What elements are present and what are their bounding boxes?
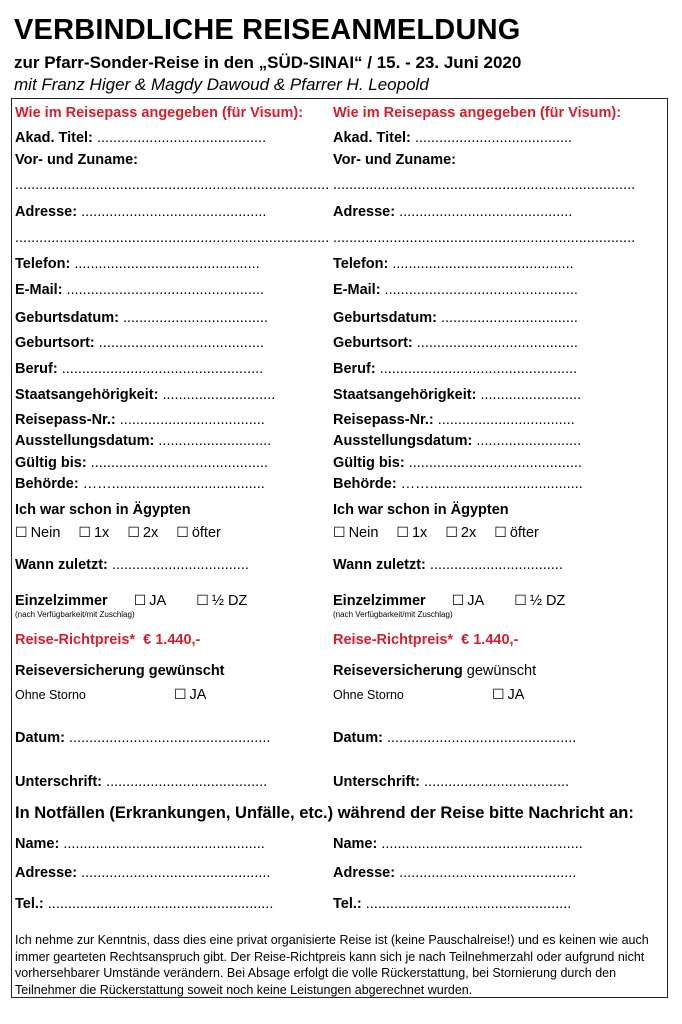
page-title: VERBINDLICHE REISEANMELDUNG xyxy=(14,14,521,46)
einzelzimmer-row xyxy=(15,592,261,609)
preis-label: Reise-Richtpreis* xyxy=(333,632,454,648)
datum-label: Datum: xyxy=(15,730,65,746)
versicherung-row xyxy=(333,686,538,703)
checkbox-icon[interactable]: ☐ xyxy=(133,592,147,608)
geburtsdatum-label: Geburtsdatum: xyxy=(333,310,437,326)
unterschrift-field[interactable]: Unterschrift: ........................................ xyxy=(15,774,268,790)
preis-row xyxy=(15,632,200,648)
passport-note: Wie im Reisepass angegeben (für Visum): xyxy=(15,105,304,121)
ohne-storno-label: Ohne Storno xyxy=(15,688,86,702)
email-label: E-Mail: xyxy=(333,282,381,298)
geburtsort-label: Geburtsort: xyxy=(333,335,413,351)
aegypten-options xyxy=(15,524,235,541)
checkbox-icon[interactable]: ☐ xyxy=(514,592,527,608)
trip-subtitle: zur Pfarr-Sonder-Reise in den „SÜD-SINAI“ / 15. - 23. Juni 2020 xyxy=(14,53,522,72)
emergency-name-label: Name: xyxy=(333,836,378,852)
option-2x[interactable]: ☐ 2x xyxy=(445,524,477,541)
emergency-tel-label: Tel.: xyxy=(333,896,362,912)
akad-titel-field[interactable]: Akad. Titel: .......................................... xyxy=(15,130,267,146)
staatsangehoerigkeit-field[interactable]: Staatsangehörigkeit: ......................... xyxy=(333,387,582,403)
staatsangehoerigkeit-label: Staatsangehörigkeit: xyxy=(333,387,477,403)
option-oefter[interactable]: ☐ öfter xyxy=(176,524,221,541)
adresse-field[interactable]: Adresse: .............................................. xyxy=(15,204,267,220)
reisepass-nr-field[interactable]: Reisepass-Nr.: .................................. xyxy=(333,412,575,428)
terms-text: Ich nehme zur Kenntnis, dass dies eine privat organisierte Reise ist (keine Pauschalreise!) und es keinen wie auch immer gearteten Rechtsanspruch gibt. Der Reise-Richtpreis kann sich je nach Teilnehmerzahl oder aufgrund nicht vorhersehbarer Umstände verändern. Bei Absage erfolgt die volle Rückerstattung, bei Stornierung durch den Teilnehmer die Rückerstattung soweit noch keine Leistungen abgerechnet wurden. xyxy=(15,933,649,997)
einzelzimmer-halb-dz[interactable]: ☐ ½ DZ xyxy=(514,592,566,609)
preis-row xyxy=(333,632,518,648)
telefon-label: Telefon: xyxy=(333,256,389,272)
einzelzimmer-halb-dz[interactable]: ☐ ½ DZ xyxy=(196,592,248,609)
gueltig-bis-label: Gültig bis: xyxy=(333,455,405,471)
emergency-tel-field[interactable]: Tel.: ........................................................ xyxy=(15,896,274,912)
checkbox-icon[interactable]: ☐ xyxy=(333,524,346,540)
geburtsort-label: Geburtsort: xyxy=(15,335,95,351)
option-1x[interactable]: ☐ 1x xyxy=(78,524,110,541)
registration-form xyxy=(11,98,668,998)
emergency-adresse-label: Adresse: xyxy=(333,865,396,881)
akad-titel-field[interactable]: Akad. Titel: ....................................... xyxy=(333,130,573,146)
emergency-heading: In Notfällen (Erkrankungen, Unfälle, etc.) während der Reise bitte Nachricht an: xyxy=(15,804,634,822)
telefon-field[interactable]: Telefon: ............................................. xyxy=(333,256,574,272)
beruf-field[interactable]: Beruf: .................................................. xyxy=(15,361,264,377)
beruf-label: Beruf: xyxy=(15,361,58,377)
geburtsdatum-field[interactable]: Geburtsdatum: .................................. xyxy=(333,310,578,326)
datum-field[interactable]: Datum: .................................................. xyxy=(15,730,271,746)
beruf-label: Beruf: xyxy=(333,361,376,377)
wann-zuletzt-label: Wann zuletzt: xyxy=(333,557,426,573)
name-label: Vor- und Zuname: xyxy=(15,152,138,168)
adresse-label: Adresse: xyxy=(333,204,396,220)
checkbox-icon[interactable]: ☐ xyxy=(451,592,465,608)
emergency-name-label: Name: xyxy=(15,836,60,852)
unterschrift-label: Unterschrift: xyxy=(333,774,421,790)
gueltig-bis-label: Gültig bis: xyxy=(15,455,87,471)
geburtsdatum-field[interactable]: Geburtsdatum: .................................... xyxy=(15,310,268,326)
einzelzimmer-note: (nach Verfügbarkeit/mit Zuschlag) xyxy=(15,610,135,619)
adresse-field[interactable]: Adresse: ........................................... xyxy=(333,204,573,220)
telefon-label: Telefon: xyxy=(15,256,71,272)
einzelzimmer-label: Einzelzimmer xyxy=(15,593,108,609)
einzelzimmer-row xyxy=(333,592,579,609)
akad-titel-label: Akad. Titel: xyxy=(333,130,411,146)
option-nein[interactable]: ☐ Nein xyxy=(15,524,61,541)
versicherung-ja[interactable]: ☐ JA xyxy=(173,686,207,703)
checkbox-icon[interactable]: ☐ xyxy=(491,686,505,702)
geburtsort-field[interactable]: Geburtsort: ........................................ xyxy=(333,335,578,351)
aegypten-options xyxy=(333,524,553,541)
akad-titel-label: Akad. Titel: xyxy=(15,130,93,146)
behoerde-label: Behörde: xyxy=(15,476,79,492)
adresse-label: Adresse: xyxy=(15,204,78,220)
emergency-tel-label: Tel.: xyxy=(15,896,44,912)
email-label: E-Mail: xyxy=(15,282,63,298)
behoerde-label: Behörde: xyxy=(333,476,397,492)
wann-zuletzt-field[interactable]: Wann zuletzt: .................................. xyxy=(15,557,249,573)
checkbox-icon[interactable]: ☐ xyxy=(445,524,458,540)
ausstellungsdatum-label: Ausstellungsdatum: xyxy=(15,433,155,449)
gueltig-bis-field[interactable]: Gültig bis: ........................................... xyxy=(333,455,582,471)
trip-leaders: mit Franz Higer & Magdy Dawoud & Pfarrer H. Leopold xyxy=(14,75,429,94)
unterschrift-label: Unterschrift: xyxy=(15,774,103,790)
checkbox-icon[interactable]: ☐ xyxy=(176,524,189,540)
aegypten-question: Ich war schon in Ägypten xyxy=(15,502,191,518)
geburtsdatum-label: Geburtsdatum: xyxy=(15,310,119,326)
datum-label: Datum: xyxy=(333,730,383,746)
ausstellungsdatum-field[interactable]: Ausstellungsdatum: .......................... xyxy=(333,433,582,449)
einzelzimmer-label: Einzelzimmer xyxy=(333,593,426,609)
option-nein[interactable]: ☐ Nein xyxy=(333,524,379,541)
behoerde-field[interactable]: Behörde: ……...................................... xyxy=(15,476,265,492)
ohne-storno-label: Ohne Storno xyxy=(333,688,404,702)
versicherung-label: Reiseversicherung gewünscht xyxy=(333,663,537,679)
preis-value: € 1.440,- xyxy=(461,632,519,648)
participant-1-column xyxy=(15,99,335,997)
checkbox-icon[interactable]: ☐ xyxy=(396,524,409,540)
preis-value: € 1.440,- xyxy=(143,632,201,648)
name-label: Vor- und Zuname: xyxy=(333,152,456,168)
behoerde-field[interactable]: Behörde: ……...................................... xyxy=(333,476,583,492)
emergency-name-field[interactable]: Name: .................................................. xyxy=(15,836,265,852)
einzelzimmer-ja[interactable]: ☐ JA xyxy=(451,592,485,609)
ausstellungsdatum-field[interactable]: Ausstellungsdatum: ............................ xyxy=(15,433,272,449)
wann-zuletzt-field[interactable]: Wann zuletzt: ................................. xyxy=(333,557,563,573)
ausstellungsdatum-label: Ausstellungsdatum: xyxy=(333,433,473,449)
unterschrift-field[interactable]: Unterschrift: .................................... xyxy=(333,774,570,790)
adresse-line[interactable]: ........................................................................... xyxy=(333,230,636,246)
option-2x[interactable]: ☐ 2x xyxy=(127,524,159,541)
einzelzimmer-note: (nach Verfügbarkeit/mit Zuschlag) xyxy=(333,610,453,619)
versicherung-ja[interactable]: ☐ JA xyxy=(491,686,525,703)
name-line[interactable]: .............................................................................. xyxy=(15,177,330,193)
name-field[interactable] xyxy=(333,152,456,168)
option-oefter[interactable]: ☐ öfter xyxy=(494,524,539,541)
participant-2-column xyxy=(333,99,653,997)
option-1x[interactable]: ☐ 1x xyxy=(396,524,428,541)
datum-field[interactable]: Datum: ............................................... xyxy=(333,730,577,746)
name-field[interactable] xyxy=(15,152,138,168)
telefon-field[interactable]: Telefon: .............................................. xyxy=(15,256,260,272)
reisepass-nr-label: Reisepass-Nr.: xyxy=(15,412,116,428)
beruf-field[interactable]: Beruf: ................................................. xyxy=(333,361,578,377)
checkbox-icon[interactable]: ☐ xyxy=(127,524,140,540)
checkbox-icon[interactable]: ☐ xyxy=(78,524,91,540)
emergency-adresse-label: Adresse: xyxy=(15,865,78,881)
email-field[interactable]: E-Mail: ................................................ xyxy=(333,282,578,298)
reisepass-nr-label: Reisepass-Nr.: xyxy=(333,412,434,428)
versicherung-label: Reiseversicherung gewünscht xyxy=(15,663,225,679)
preis-label: Reise-Richtpreis* xyxy=(15,632,136,648)
emergency-tel-field[interactable]: Tel.: ................................................... xyxy=(333,896,572,912)
staatsangehoerigkeit-field[interactable]: Staatsangehörigkeit: ............................ xyxy=(15,387,276,403)
checkbox-icon[interactable]: ☐ xyxy=(494,524,507,540)
versicherung-row xyxy=(15,686,220,703)
email-field[interactable]: E-Mail: ................................................. xyxy=(15,282,264,298)
reisepass-nr-field[interactable]: Reisepass-Nr.: .................................... xyxy=(15,412,265,428)
adresse-line[interactable]: .............................................................................. xyxy=(15,230,330,246)
staatsangehoerigkeit-label: Staatsangehörigkeit: xyxy=(15,387,159,403)
aegypten-question: Ich war schon in Ägypten xyxy=(333,502,509,518)
name-line[interactable]: ........................................................................... xyxy=(333,177,636,193)
emergency-adresse-field[interactable]: Adresse: ............................................... xyxy=(15,865,271,881)
gueltig-bis-field[interactable]: Gültig bis: ............................................ xyxy=(15,455,268,471)
emergency-name-field[interactable]: Name: .................................................. xyxy=(333,836,583,852)
checkbox-icon[interactable]: ☐ xyxy=(196,592,209,608)
emergency-adresse-field[interactable]: Adresse: ............................................ xyxy=(333,865,577,881)
einzelzimmer-ja[interactable]: ☐ JA xyxy=(133,592,167,609)
geburtsort-field[interactable]: Geburtsort: ......................................... xyxy=(15,335,264,351)
checkbox-icon[interactable]: ☐ xyxy=(15,524,28,540)
passport-note: Wie im Reisepass angegeben (für Visum): xyxy=(333,105,622,121)
checkbox-icon[interactable]: ☐ xyxy=(173,686,187,702)
wann-zuletzt-label: Wann zuletzt: xyxy=(15,557,108,573)
